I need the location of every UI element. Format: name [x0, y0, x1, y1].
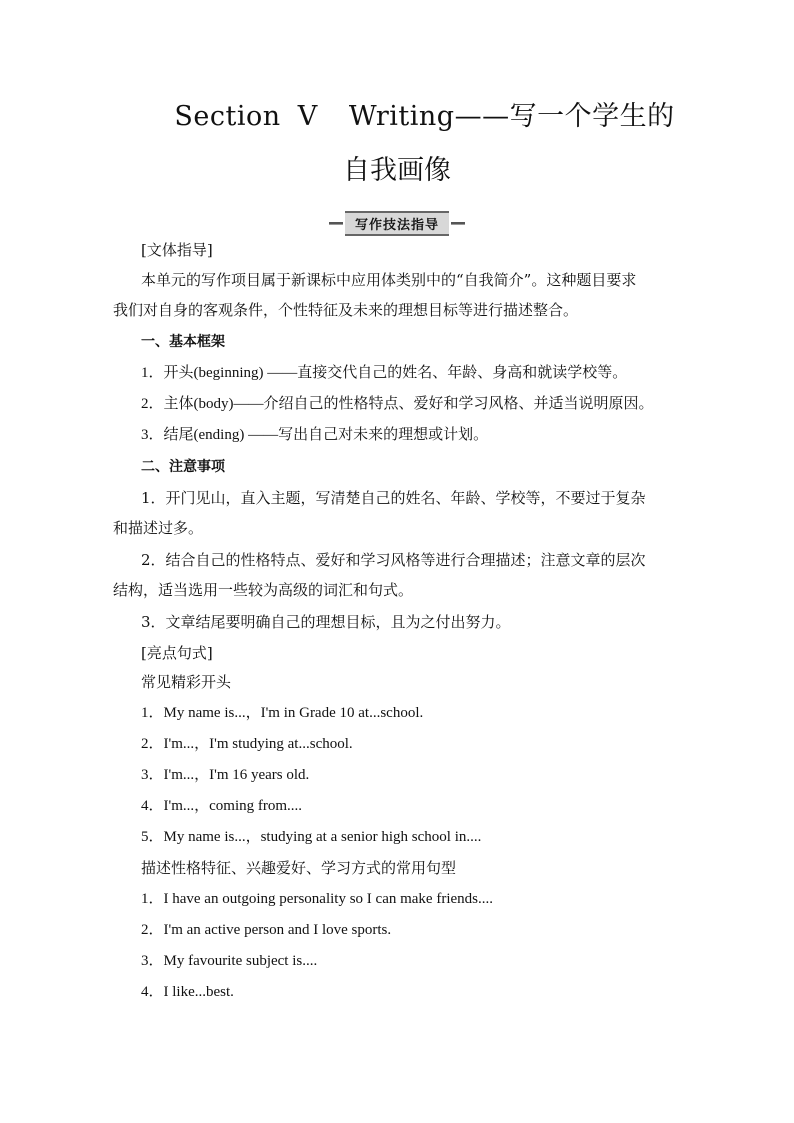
framework-item-3: 3．结尾(ending) ——写出自己对未来的理想或计划。: [141, 427, 489, 443]
notes-item-2-line-1: 2．结合自己的性格特点、爱好和学习风格等进行合理描述；注意文章的层次: [141, 551, 646, 569]
pattern-item: 3．My favourite subject is....: [141, 953, 318, 969]
pattern-item: 1．I have an outgoing personality so I can make friends....: [141, 891, 493, 907]
openings-heading: 常见精彩开头: [141, 673, 232, 691]
framework-item-2: 2．主体(body)——介绍自己的性格特点、爱好和学习风格、并适当说明原因。: [141, 396, 654, 412]
style-guide-heading: [文体指导]: [141, 241, 213, 259]
framework-heading: 一、基本框架: [141, 334, 225, 350]
style-guide-line-2: 我们对自身的客观条件，个性特征及未来的理想目标等进行描述整合。: [113, 301, 579, 319]
style-guide-line-1: 本单元的写作项目属于新课标中应用体类别中的“自我简介”。这种题目要求: [141, 271, 637, 289]
notes-item-1-line-2: 和描述过多。: [113, 519, 204, 537]
banner-left-rule: [329, 222, 343, 225]
notes-item-2-line-2: 结构，适当选用一些较为高级的词汇和句式。: [113, 581, 414, 599]
title-writing: Writing——写一个学生的: [348, 101, 675, 132]
title-section: Section: [174, 101, 281, 132]
opening-item: 1．My name is...，I'm in Grade 10 at...school.: [141, 705, 424, 721]
opening-item: 2．I'm...，I'm studying at...school.: [141, 736, 353, 752]
title-line-2: 自我画像: [343, 155, 451, 186]
pattern-item: 2．I'm an active person and I love sports.: [141, 922, 392, 938]
opening-item: 3．I'm...，I'm 16 years old.: [141, 767, 310, 783]
banner-label: 写作技法指导: [345, 211, 449, 236]
framework-item-1: 1．开头(beginning) ——直接交代自己的姓名、年龄、身高和就读学校等。: [141, 365, 628, 381]
title-roman-numeral: Ⅴ: [297, 101, 318, 132]
notes-item-1-line-1: 1．开门见山，直入主题，写清楚自己的姓名、年龄、学校等，不要过于复杂: [141, 489, 646, 507]
banner-right-rule: [451, 222, 465, 225]
sentences-heading: [亮点句式]: [141, 644, 213, 662]
notes-heading: 二、注意事项: [141, 459, 225, 475]
section-banner: [0, 211, 794, 236]
notes-item-3: 3．文章结尾要明确自己的理想目标，且为之付出努力。: [141, 613, 511, 631]
opening-item: 5．My name is...，studying at a senior high school in....: [141, 829, 482, 845]
opening-item: 4．I'm...，coming from....: [141, 798, 303, 814]
patterns-heading: 描述性格特征、兴趣爱好、学习方式的常用句型: [141, 859, 457, 877]
pattern-item: 4．I like...best.: [141, 984, 234, 1000]
title-line-1: [0, 98, 794, 136]
